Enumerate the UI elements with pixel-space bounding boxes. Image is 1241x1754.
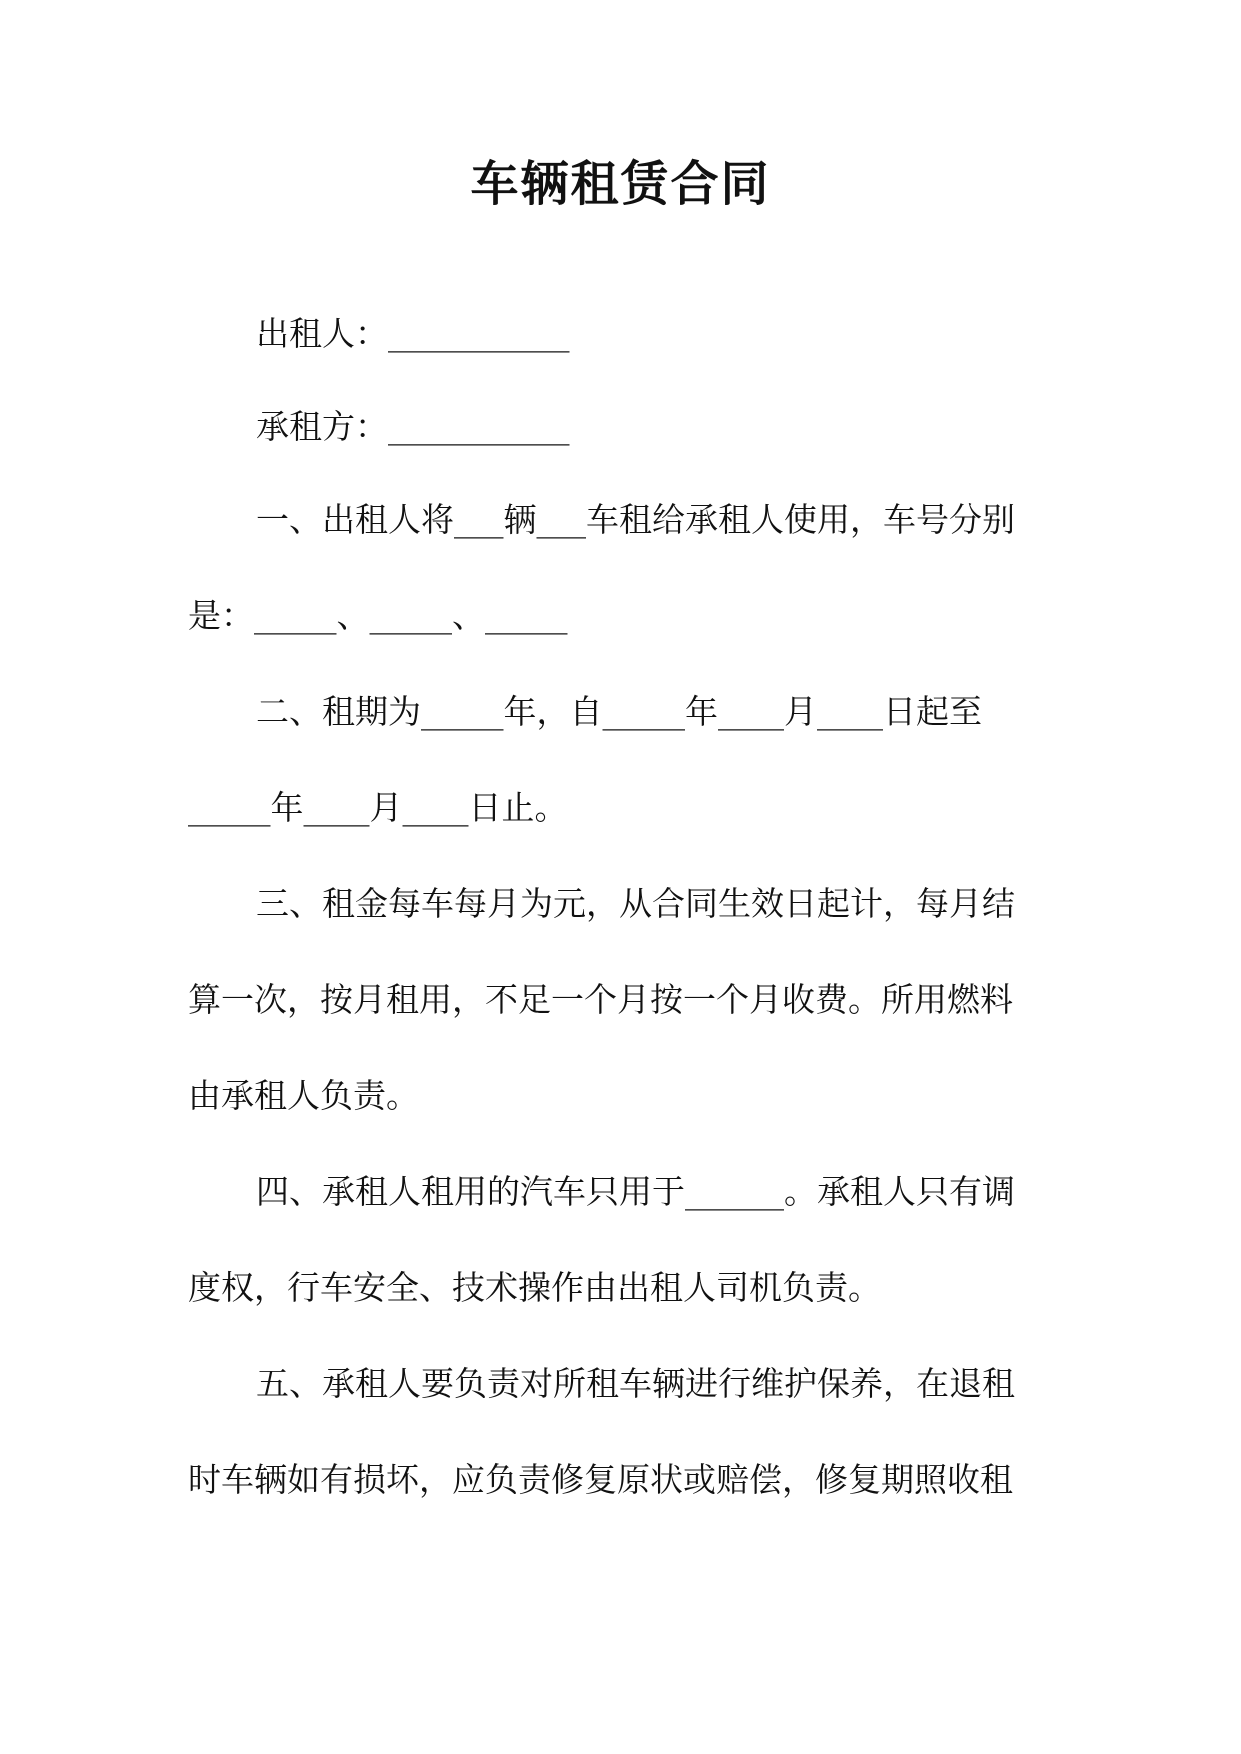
clause-4-line-1: 四、承租人租用的汽车只用于______。承租人只有调 (256, 1172, 1015, 1211)
lessor-line: 出租人：___________ (256, 314, 570, 353)
lessee-line: 承租方：___________ (256, 407, 570, 446)
clause-3-line-1: 三、租金每车每月为元，从合同生效日起计，每月结 (256, 884, 1015, 923)
clause-2-line-1: 二、租期为_____年，自_____年____月____日起至 (256, 692, 982, 731)
clause-5-line-1: 五、承租人要负责对所租车辆进行维护保养，在退租 (256, 1364, 1015, 1403)
clause-2-line-2: _____年____月____日止。 (188, 788, 568, 827)
clause-1-line-2: 是：_____、_____、_____ (188, 596, 568, 635)
document-title: 车辆租赁合同 (470, 156, 771, 212)
clause-4-line-2: 度权，行车安全、技术操作由出租人司机负责。 (188, 1268, 881, 1307)
clause-1-line-1: 一、出租人将___辆___车租给承租人使用，车号分别 (256, 500, 1015, 539)
clause-5-line-2: 时车辆如有损坏，应负责修复原状或赔偿，修复期照收租 (188, 1460, 1013, 1499)
clause-3-line-2: 算一次，按月租用，不足一个月按一个月收费。所用燃料 (188, 980, 1013, 1019)
clause-3-line-3: 由承租人负责。 (188, 1076, 419, 1115)
